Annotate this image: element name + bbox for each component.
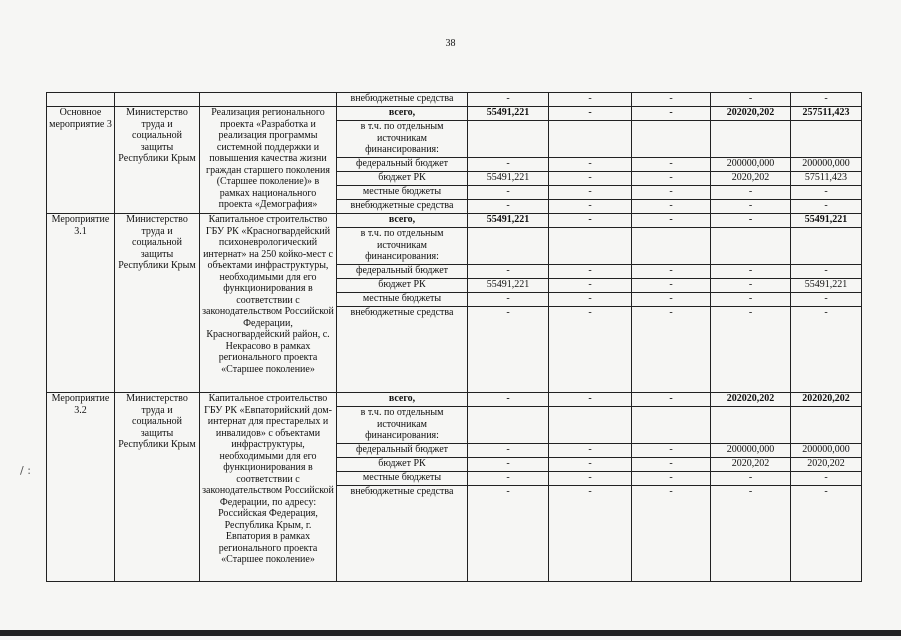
amount-cell: - xyxy=(711,186,791,200)
amount-cell: - xyxy=(468,393,549,407)
amount-cell: 202020,202 xyxy=(791,393,862,407)
table-row xyxy=(47,393,862,407)
table-body xyxy=(47,93,862,582)
amount-cell: - xyxy=(632,158,711,172)
page-number: 38 xyxy=(445,38,456,49)
amount-cell: - xyxy=(632,93,711,107)
amount-cell: - xyxy=(549,293,632,307)
amount-cell: 55491,221 xyxy=(791,214,862,228)
funding-source: всего, xyxy=(337,393,468,407)
responsible-ministry: Министерство труда и социальной защиты Республики Крым xyxy=(115,214,200,393)
amount-cell xyxy=(468,407,549,444)
amount-cell xyxy=(549,228,632,265)
responsible-ministry xyxy=(115,93,200,107)
amount-cell: 55491,221 xyxy=(468,279,549,293)
amount-cell: 202020,202 xyxy=(711,107,791,121)
amount-cell: - xyxy=(632,279,711,293)
amount-cell: 55491,221 xyxy=(468,214,549,228)
activity-description: Реализация регионального проекта «Разработка и реализация программы системной поддержки и повышения качества жизни граждан старшего поколения (Старшее поколение)» в рамках национального проекта «Демография» xyxy=(200,107,337,214)
amount-cell: - xyxy=(632,265,711,279)
amount-cell xyxy=(791,121,862,158)
amount-cell: - xyxy=(468,186,549,200)
amount-cell: - xyxy=(468,444,549,458)
amount-cell xyxy=(632,121,711,158)
amount-cell: - xyxy=(791,200,862,214)
activity-description xyxy=(200,93,337,107)
amount-cell: - xyxy=(468,486,549,582)
amount-cell: - xyxy=(711,486,791,582)
amount-cell: - xyxy=(791,486,862,582)
amount-cell: - xyxy=(632,214,711,228)
funding-source: федеральный бюджет xyxy=(337,444,468,458)
amount-cell xyxy=(791,228,862,265)
amount-cell: - xyxy=(632,293,711,307)
amount-cell: 2020,202 xyxy=(711,172,791,186)
amount-cell: - xyxy=(791,293,862,307)
amount-cell xyxy=(711,407,791,444)
amount-cell: 57511,423 xyxy=(791,172,862,186)
amount-cell: 200000,000 xyxy=(711,444,791,458)
amount-cell: 200000,000 xyxy=(791,158,862,172)
amount-cell: - xyxy=(549,158,632,172)
amount-cell xyxy=(632,407,711,444)
funding-source-note: в т.ч. по отдельным источникам финансирования: xyxy=(337,407,468,444)
amount-cell: - xyxy=(632,486,711,582)
amount-cell: - xyxy=(549,172,632,186)
amount-cell: - xyxy=(468,265,549,279)
amount-cell: - xyxy=(468,307,549,393)
funding-source: бюджет РК xyxy=(337,172,468,186)
amount-cell: - xyxy=(711,200,791,214)
amount-cell: - xyxy=(632,393,711,407)
table-row xyxy=(47,93,862,107)
activity-label xyxy=(47,93,115,107)
amount-cell: - xyxy=(632,200,711,214)
amount-cell xyxy=(468,228,549,265)
amount-cell: - xyxy=(632,307,711,393)
amount-cell: - xyxy=(468,472,549,486)
amount-cell: 2020,202 xyxy=(711,458,791,472)
amount-cell: 200000,000 xyxy=(791,444,862,458)
activity-label: Основное мероприятие 3 xyxy=(47,107,115,214)
funding-source: местные бюджеты xyxy=(337,186,468,200)
amount-cell: - xyxy=(549,107,632,121)
amount-cell: 55491,221 xyxy=(791,279,862,293)
amount-cell: - xyxy=(468,200,549,214)
amount-cell: - xyxy=(549,444,632,458)
amount-cell: - xyxy=(632,444,711,458)
amount-cell: - xyxy=(549,200,632,214)
amount-cell: - xyxy=(791,265,862,279)
activity-description: Капитальное строительство ГБУ РК «Красногвардейский психоневрологический интернат» на 250 койко-мест с объектами инфраструктуры, необходимыми для его функционирования в соответствии с законодательством Российской Федерации, Красногвардейский район, с. Некрасово в рамках регионального проекта «Старшее поколение» xyxy=(200,214,337,393)
funding-source: внебюджетные средства xyxy=(337,93,468,107)
funding-source-note: в т.ч. по отдельным источникам финансирования: xyxy=(337,121,468,158)
amount-cell: - xyxy=(468,293,549,307)
funding-source: всего, xyxy=(337,214,468,228)
amount-cell: - xyxy=(549,186,632,200)
amount-cell: 202020,202 xyxy=(711,393,791,407)
amount-cell: - xyxy=(711,472,791,486)
funding-source: федеральный бюджет xyxy=(337,158,468,172)
amount-cell: - xyxy=(791,186,862,200)
funding-source: бюджет РК xyxy=(337,458,468,472)
amount-cell: - xyxy=(791,472,862,486)
amount-cell: - xyxy=(711,293,791,307)
amount-cell: - xyxy=(549,472,632,486)
funding-source: федеральный бюджет xyxy=(337,265,468,279)
amount-cell: - xyxy=(468,93,549,107)
amount-cell xyxy=(468,121,549,158)
amount-cell xyxy=(711,121,791,158)
amount-cell xyxy=(711,228,791,265)
funding-source: местные бюджеты xyxy=(337,472,468,486)
amount-cell xyxy=(549,407,632,444)
budget-table xyxy=(46,92,862,582)
amount-cell: 257511,423 xyxy=(791,107,862,121)
scan-mark: / : xyxy=(20,464,31,477)
amount-cell: - xyxy=(632,107,711,121)
amount-cell: - xyxy=(632,472,711,486)
funding-source-note: в т.ч. по отдельным источникам финансирования: xyxy=(337,228,468,265)
amount-cell: - xyxy=(549,279,632,293)
amount-cell: - xyxy=(549,307,632,393)
amount-cell: - xyxy=(549,486,632,582)
amount-cell: 200000,000 xyxy=(711,158,791,172)
amount-cell: 2020,202 xyxy=(791,458,862,472)
amount-cell: - xyxy=(468,458,549,472)
amount-cell: - xyxy=(711,279,791,293)
amount-cell xyxy=(791,407,862,444)
amount-cell: - xyxy=(632,172,711,186)
amount-cell: - xyxy=(549,393,632,407)
amount-cell: - xyxy=(468,158,549,172)
amount-cell: - xyxy=(711,265,791,279)
funding-source: всего, xyxy=(337,107,468,121)
amount-cell xyxy=(632,228,711,265)
activity-description: Капитальное строительство ГБУ РК «Евпаторийский дом-интернат для престарелых и инвалидов» с объектами инфраструктуры, необходимыми для его функционирования в соответствии с законодательством Российской Федерации, по адресу: Российская Федерация, Республика Крым, г. Евпатория в рамках регионального проекта «Старшее поколение» xyxy=(200,393,337,582)
table-row xyxy=(47,107,862,121)
amount-cell: 55491,221 xyxy=(468,107,549,121)
funding-source: внебюджетные средства xyxy=(337,486,468,582)
amount-cell: - xyxy=(711,93,791,107)
amount-cell: - xyxy=(632,186,711,200)
amount-cell: 55491,221 xyxy=(468,172,549,186)
amount-cell: - xyxy=(791,93,862,107)
funding-source: местные бюджеты xyxy=(337,293,468,307)
amount-cell xyxy=(549,121,632,158)
amount-cell: - xyxy=(711,307,791,393)
amount-cell: - xyxy=(549,265,632,279)
amount-cell: - xyxy=(791,307,862,393)
responsible-ministry: Министерство труда и социальной защиты Республики Крым xyxy=(115,107,200,214)
amount-cell: - xyxy=(632,458,711,472)
funding-source: бюджет РК xyxy=(337,279,468,293)
responsible-ministry: Министерство труда и социальной защиты Республики Крым xyxy=(115,393,200,582)
activity-label: Мероприятие 3.2 xyxy=(47,393,115,582)
amount-cell: - xyxy=(549,458,632,472)
funding-source: внебюджетные средства xyxy=(337,200,468,214)
amount-cell: - xyxy=(711,214,791,228)
activity-label: Мероприятие 3.1 xyxy=(47,214,115,393)
funding-source: внебюджетные средства xyxy=(337,307,468,393)
amount-cell: - xyxy=(549,214,632,228)
table-row xyxy=(47,214,862,228)
scan-edge-bar xyxy=(0,630,901,636)
amount-cell: - xyxy=(549,93,632,107)
